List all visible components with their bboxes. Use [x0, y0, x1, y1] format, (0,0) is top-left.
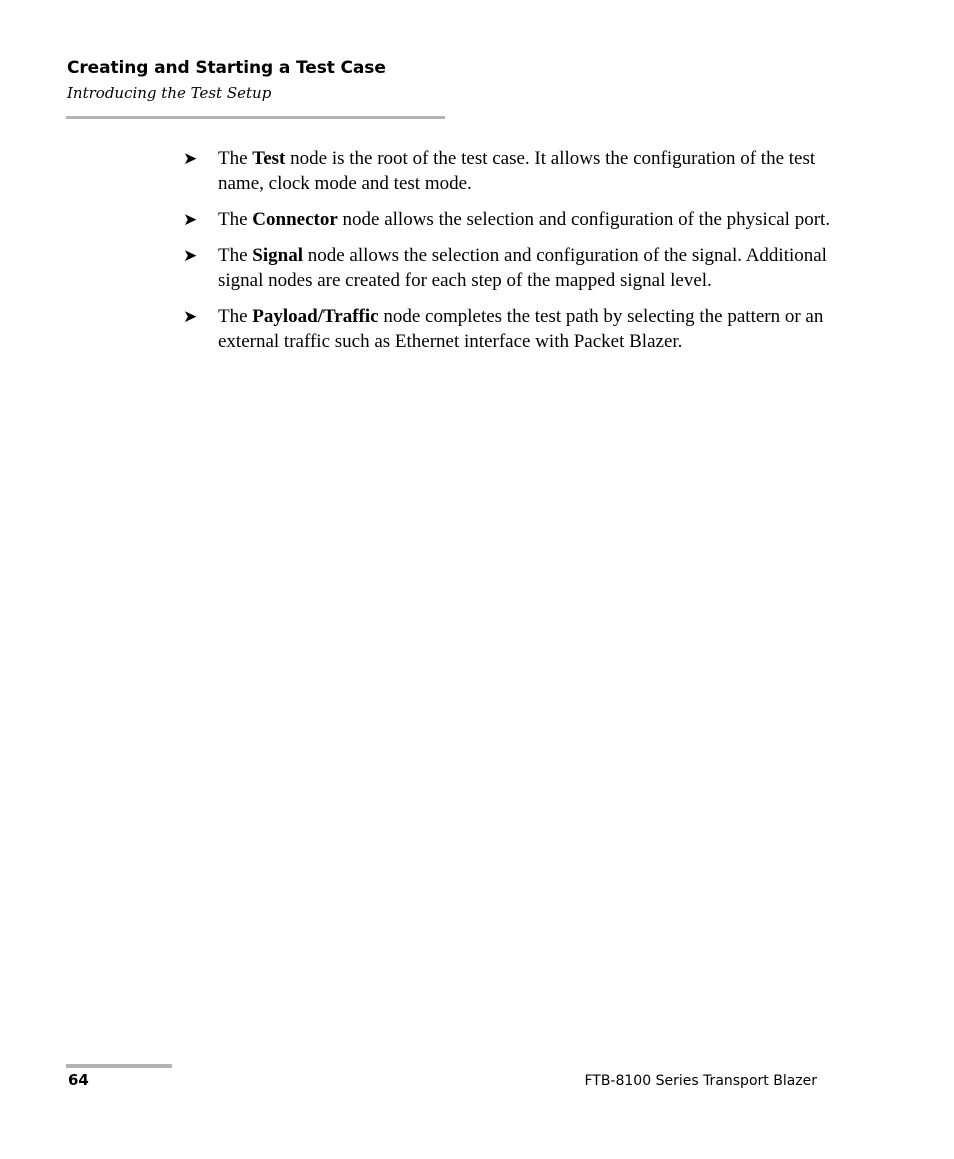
bullet-text: node allows the selection and configuration of the signal. Additional signal nodes are created for each step of the mapped signal level.: [218, 245, 827, 291]
bullet-text: node completes the test path by selecting the pattern or an external traffic such as Ethernet interface with Packet Blazer.: [218, 306, 824, 352]
bullet-term: Signal: [252, 245, 303, 266]
product-name: FTB-8100 Series Transport Blazer: [584, 1073, 817, 1089]
bullet-term: Test: [252, 148, 286, 169]
arrow-bullet-icon: ➤: [183, 149, 198, 169]
node-description-list: [183, 146, 833, 365]
chapter-title: Creating and Starting a Test Case: [67, 58, 386, 78]
bullet-prefix: The: [218, 245, 253, 266]
footer-divider: [66, 1064, 172, 1068]
list-item-test-node: [183, 146, 833, 196]
arrow-bullet-icon: ➤: [183, 210, 198, 230]
list-item-signal-node: [183, 243, 833, 293]
page-number: 64: [68, 1071, 89, 1089]
bullet-term: Connector: [252, 209, 338, 230]
header-divider: [66, 116, 445, 119]
bullet-text: node is the root of the test case. It allows the configuration of the test name, clock mode and test mode.: [218, 148, 816, 194]
arrow-bullet-icon: ➤: [183, 246, 198, 266]
list-item-connector-node: [183, 207, 833, 232]
bullet-prefix: The: [218, 209, 253, 230]
arrow-bullet-icon: ➤: [183, 307, 198, 327]
section-title: Introducing the Test Setup: [67, 84, 272, 102]
bullet-text: node allows the selection and configuration of the physical port.: [337, 209, 831, 230]
bullet-term: Payload/Traffic: [252, 306, 379, 327]
bullet-prefix: The: [218, 306, 253, 327]
page-header: [67, 56, 445, 103]
list-item-payload-traffic-node: [183, 304, 833, 354]
bullet-prefix: The: [218, 148, 253, 169]
